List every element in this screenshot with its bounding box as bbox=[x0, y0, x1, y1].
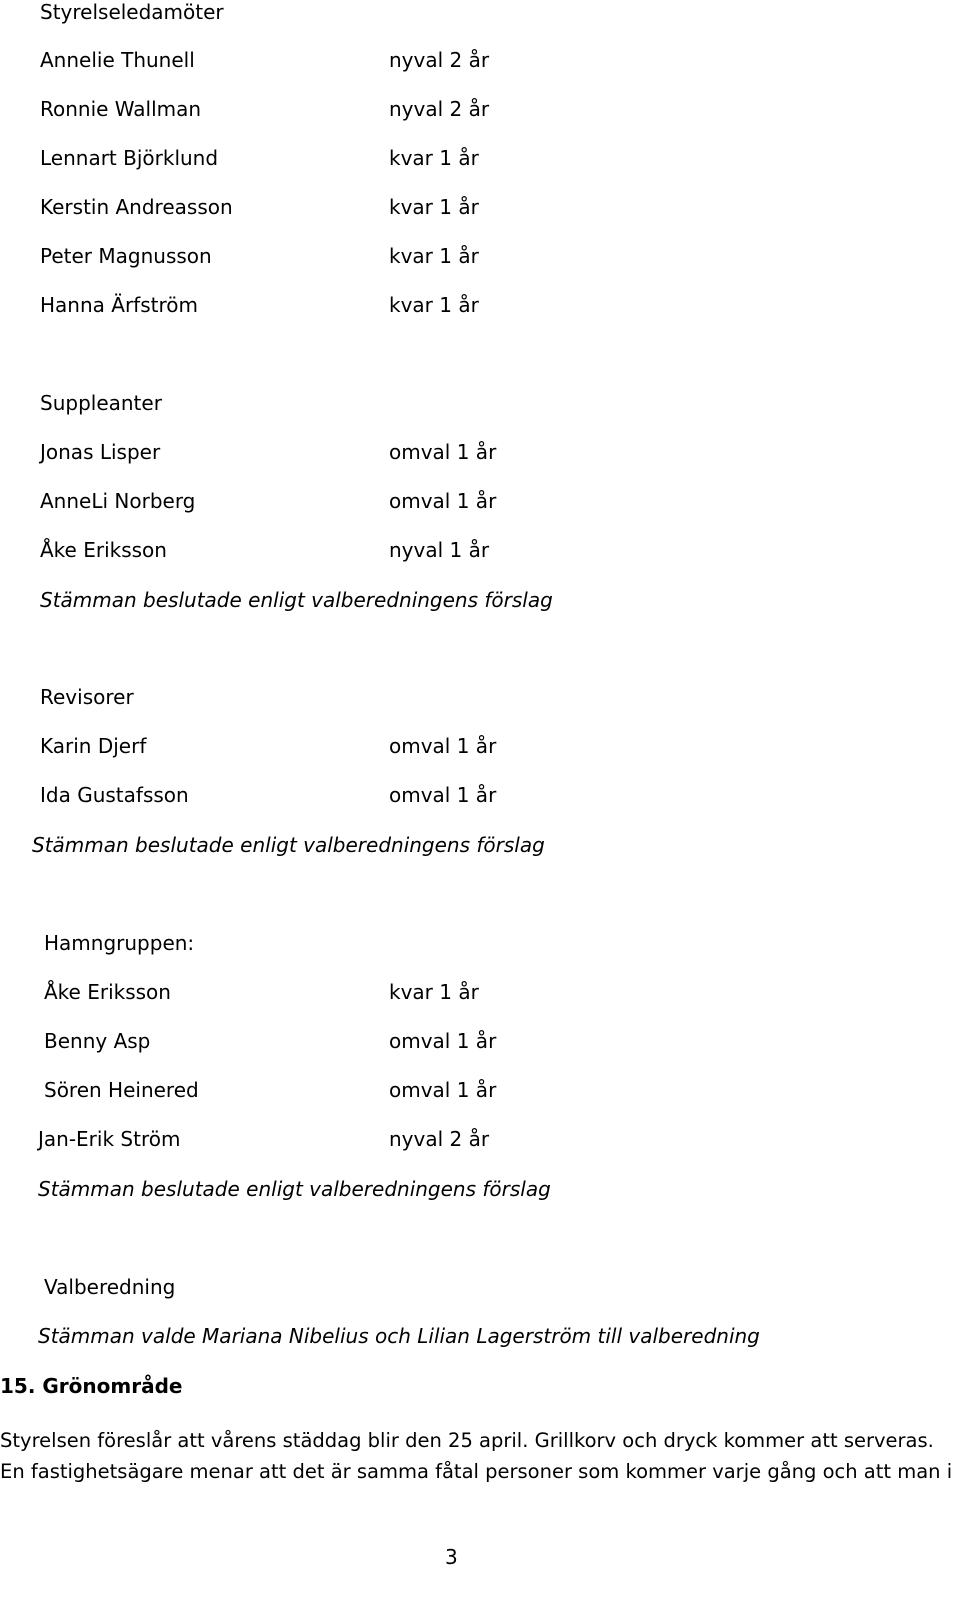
board-member-term: kvar 1 år bbox=[389, 293, 479, 317]
section-15-paragraph: Styrelsen föreslår att vårens städdag blir den 25 april. Grillkorv och dryck kommer att serveras. bbox=[0, 1429, 934, 1452]
harbor-member-name: Sören Heinered bbox=[44, 1078, 199, 1102]
nomination-decision: Stämman valde Mariana Nibelius och Lilian Lagerström till valberedning bbox=[38, 1324, 760, 1348]
deputies-decision: Stämman beslutade enligt valberedningens förslag bbox=[40, 588, 553, 612]
page-number: 3 bbox=[445, 1545, 458, 1569]
board-member-term: kvar 1 år bbox=[389, 244, 479, 268]
deputy-name: Jonas Lisper bbox=[40, 440, 161, 464]
board-member-term: kvar 1 år bbox=[389, 195, 479, 219]
harbor-group-decision: Stämman beslutade enligt valberedningens förslag bbox=[38, 1177, 551, 1201]
section-15-paragraph: En fastighetsägare menar att det är samma fåtal personer som kommer varje gång och att man i bbox=[0, 1460, 953, 1483]
harbor-member-name: Åke Eriksson bbox=[44, 980, 171, 1004]
board-member-term: kvar 1 år bbox=[389, 146, 479, 170]
board-heading: Styrelseledamöter bbox=[40, 0, 224, 24]
board-member-term: nyval 2 år bbox=[389, 97, 490, 121]
harbor-member-name: Benny Asp bbox=[44, 1029, 151, 1053]
auditor-name: Karin Djerf bbox=[40, 734, 147, 758]
deputy-term: omval 1 år bbox=[389, 440, 497, 464]
section-15-heading: 15. Grönområde bbox=[0, 1374, 183, 1398]
deputy-term: nyval 1 år bbox=[389, 538, 490, 562]
board-member-name: Kerstin Andreasson bbox=[40, 195, 233, 219]
board-member-name: Lennart Björklund bbox=[40, 146, 219, 170]
deputy-name: AnneLi Norberg bbox=[40, 489, 196, 513]
harbor-member-term: omval 1 år bbox=[389, 1078, 497, 1102]
auditor-name: Ida Gustafsson bbox=[40, 783, 189, 807]
harbor-member-term: kvar 1 år bbox=[389, 980, 479, 1004]
nomination-heading: Valberedning bbox=[44, 1275, 176, 1299]
board-member-name: Annelie Thunell bbox=[40, 48, 195, 72]
auditor-term: omval 1 år bbox=[389, 783, 497, 807]
auditors-decision: Stämman beslutade enligt valberedningens förslag bbox=[32, 833, 545, 857]
harbor-group-heading: Hamngruppen: bbox=[44, 931, 195, 955]
auditor-term: omval 1 år bbox=[389, 734, 497, 758]
deputy-term: omval 1 år bbox=[389, 489, 497, 513]
harbor-member-term: omval 1 år bbox=[389, 1029, 497, 1053]
board-member-term: nyval 2 år bbox=[389, 48, 490, 72]
auditors-heading: Revisorer bbox=[40, 685, 134, 709]
deputy-name: Åke Eriksson bbox=[40, 538, 167, 562]
harbor-member-name: Jan-Erik Ström bbox=[38, 1127, 181, 1151]
board-member-name: Hanna Ärfström bbox=[40, 293, 198, 317]
board-member-name: Ronnie Wallman bbox=[40, 97, 202, 121]
harbor-member-term: nyval 2 år bbox=[389, 1127, 490, 1151]
deputies-heading: Suppleanter bbox=[40, 391, 162, 415]
board-member-name: Peter Magnusson bbox=[40, 244, 212, 268]
